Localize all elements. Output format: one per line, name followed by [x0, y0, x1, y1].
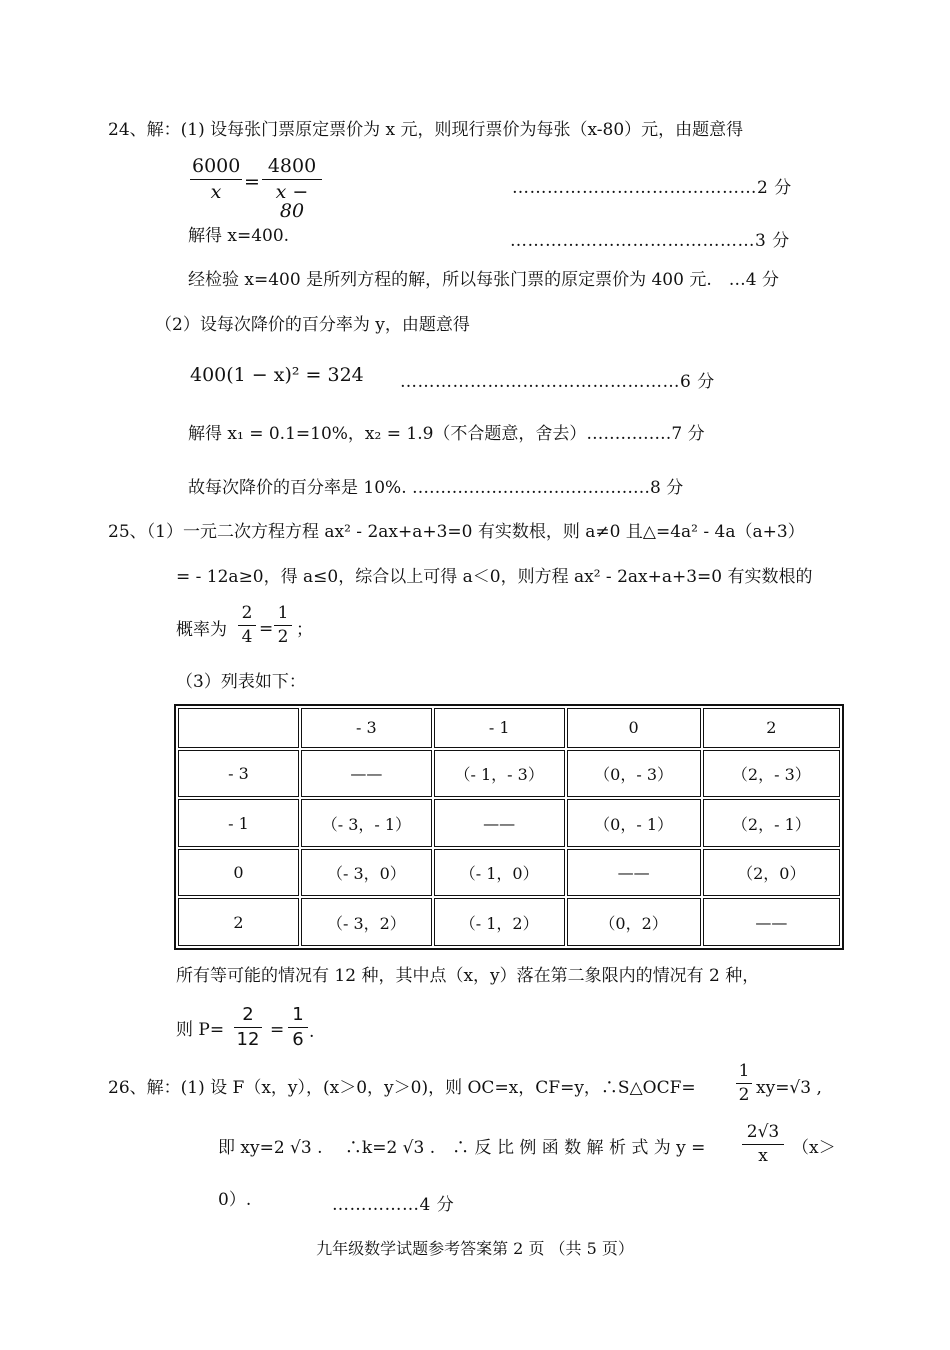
table-header-row	[178, 708, 840, 748]
q26-half-denominator: 2	[738, 1085, 750, 1105]
q26-half-numerator: 1	[736, 1063, 752, 1084]
table-cell: - 3	[178, 750, 299, 798]
q25-outcome-table	[174, 704, 844, 950]
q24-eq1-right-fraction	[262, 157, 322, 221]
table-cell: ——	[434, 799, 565, 847]
q26-line1-end: xy=√3 ,	[756, 1078, 822, 1098]
table-header-cell: - 1	[434, 708, 565, 748]
q24-part2: （2）设每次降价的百分率为 y，由题意得	[155, 315, 470, 335]
q24-eq1-left-denominator: x	[210, 181, 222, 203]
q25-prob-fraction-2	[274, 605, 292, 646]
q24-eq1-right-denominator: x − 80	[275, 181, 309, 222]
q26-k-denominator: x	[758, 1146, 768, 1166]
q26-line2-end: （x＞	[792, 1138, 836, 1158]
table-cell: （- 3，- 1）	[301, 799, 432, 847]
table-cell: （2，- 3）	[703, 750, 840, 798]
table-cell: （0，- 3）	[567, 750, 701, 798]
table-header-cell: 2	[703, 708, 840, 748]
q25-p-suffix: .	[309, 1022, 315, 1042]
table-row	[178, 849, 840, 897]
table-cell: ——	[567, 849, 701, 897]
table-cell: （- 3，0）	[301, 849, 432, 897]
table-cell: （- 1，0）	[434, 849, 565, 897]
q25-prob-denominator-1: 4	[241, 627, 253, 647]
table-cell: 0	[178, 849, 299, 897]
table-cell: ——	[301, 750, 432, 798]
table-row	[178, 799, 840, 847]
q25-line2: = - 12a≥0，得 a≤0，综合以上可得 a＜0，则方程 ax² - 2ax+a+3=0 有实数根的	[176, 567, 813, 587]
q24-eq1-left-numerator: 6000	[190, 157, 242, 180]
table-cell: （2，0）	[703, 849, 840, 897]
q24-solve1: 解得 x=400.	[188, 226, 290, 246]
q26-k-fraction	[742, 1124, 784, 1165]
q26-line3: 0）.	[218, 1190, 252, 1210]
q25-prob-fraction-1	[238, 605, 256, 646]
q24-eq2: 400(1 − x)² = 324	[190, 364, 364, 386]
q25-p-denominator-2: 6	[292, 1029, 304, 1050]
q24-eq1-equals: =	[244, 171, 260, 193]
q25-p-numerator-1: 2	[234, 1006, 262, 1028]
table-cell: ——	[703, 898, 840, 946]
q25-prob-numerator-1: 2	[238, 605, 256, 626]
q25-p-equals: =	[270, 1020, 285, 1040]
q25-prob-prefix: 概率为	[176, 620, 227, 640]
table-row	[178, 750, 840, 798]
q25-prob-suffix: ；	[296, 620, 313, 640]
q26-k-numerator: 2√3	[742, 1124, 784, 1145]
q25-prob-equals: =	[259, 619, 274, 639]
table-cell: - 1	[178, 799, 299, 847]
table-cell: （- 1，2）	[434, 898, 565, 946]
q25-line1: 25、（1）一元二次方程方程 ax² - 2ax+a+3=0 有实数根，则 a≠0 且△=4a² - 4a（a+3）	[108, 522, 805, 542]
table-cell: （- 3，2）	[301, 898, 432, 946]
q24-conclusion: 故每次降价的百分率是 10%. ……………………………………8 分	[188, 478, 684, 498]
table-header-cell: 0	[567, 708, 701, 748]
q25-p-prefix: 则 P=	[176, 1020, 225, 1040]
table-header-cell: - 3	[301, 708, 432, 748]
q24-dots-score6: …………………………………………6 分	[400, 372, 715, 392]
table-cell: （2，- 1）	[703, 799, 840, 847]
q24-dots-score3: ……………………………………3 分	[510, 231, 790, 251]
table-header-cell	[178, 708, 299, 748]
q24-eq1-left-fraction	[190, 157, 242, 202]
q25-p-numerator-2: 1	[288, 1006, 308, 1028]
q25-p-fraction-1	[234, 1006, 262, 1049]
page-footer: 九年级数学试题参考答案第 2 页 （共 5 页）	[316, 1239, 634, 1258]
table-row	[178, 898, 840, 946]
table-cell: （- 1，- 3）	[434, 750, 565, 798]
q25-p-denominator-1: 12	[236, 1029, 260, 1050]
table-cell: （0，- 1）	[567, 799, 701, 847]
q24-check: 经检验 x=400 是所列方程的解，所以每张门票的原定票价为 400 元. …4 分	[188, 270, 779, 290]
q24-eq1-right-numerator: 4800	[262, 157, 322, 180]
q25-part3: （3）列表如下：	[176, 672, 306, 692]
table-cell: （0，2）	[567, 898, 701, 946]
table-cell: 2	[178, 898, 299, 946]
q25-summary: 所有等可能的情况有 12 种，其中点（x，y）落在第二象限内的情况有 2 种，	[176, 966, 760, 986]
q25-p-fraction-2	[288, 1006, 308, 1049]
q26-line2-start: 即 xy=2 √3 . ∴k=2 √3 . ∴ 反 比 例 函 数 解 析 式 为 y =	[218, 1138, 706, 1158]
q26-line1-start: 26、解：(1) 设 F（x，y），(x＞0，y＞0)，则 OC=x，CF=y，∴S△OCF=	[108, 1078, 696, 1098]
q26-dots-score4: ……………4 分	[332, 1195, 455, 1215]
q26-half-fraction	[736, 1063, 752, 1104]
q24-solve2: 解得 x₁ = 0.1=10%，x₂ = 1.9（不合题意，舍去）……………7 分	[188, 424, 705, 444]
q25-prob-numerator-2: 1	[274, 605, 292, 626]
q24-line1: 24、解：(1) 设每张门票原定票价为 x 元，则现行票价为每张（x-80）元，由题意得	[108, 120, 744, 140]
q24-dots-score2: ……………………………………2 分	[512, 178, 792, 198]
q25-prob-denominator-2: 2	[277, 627, 289, 647]
